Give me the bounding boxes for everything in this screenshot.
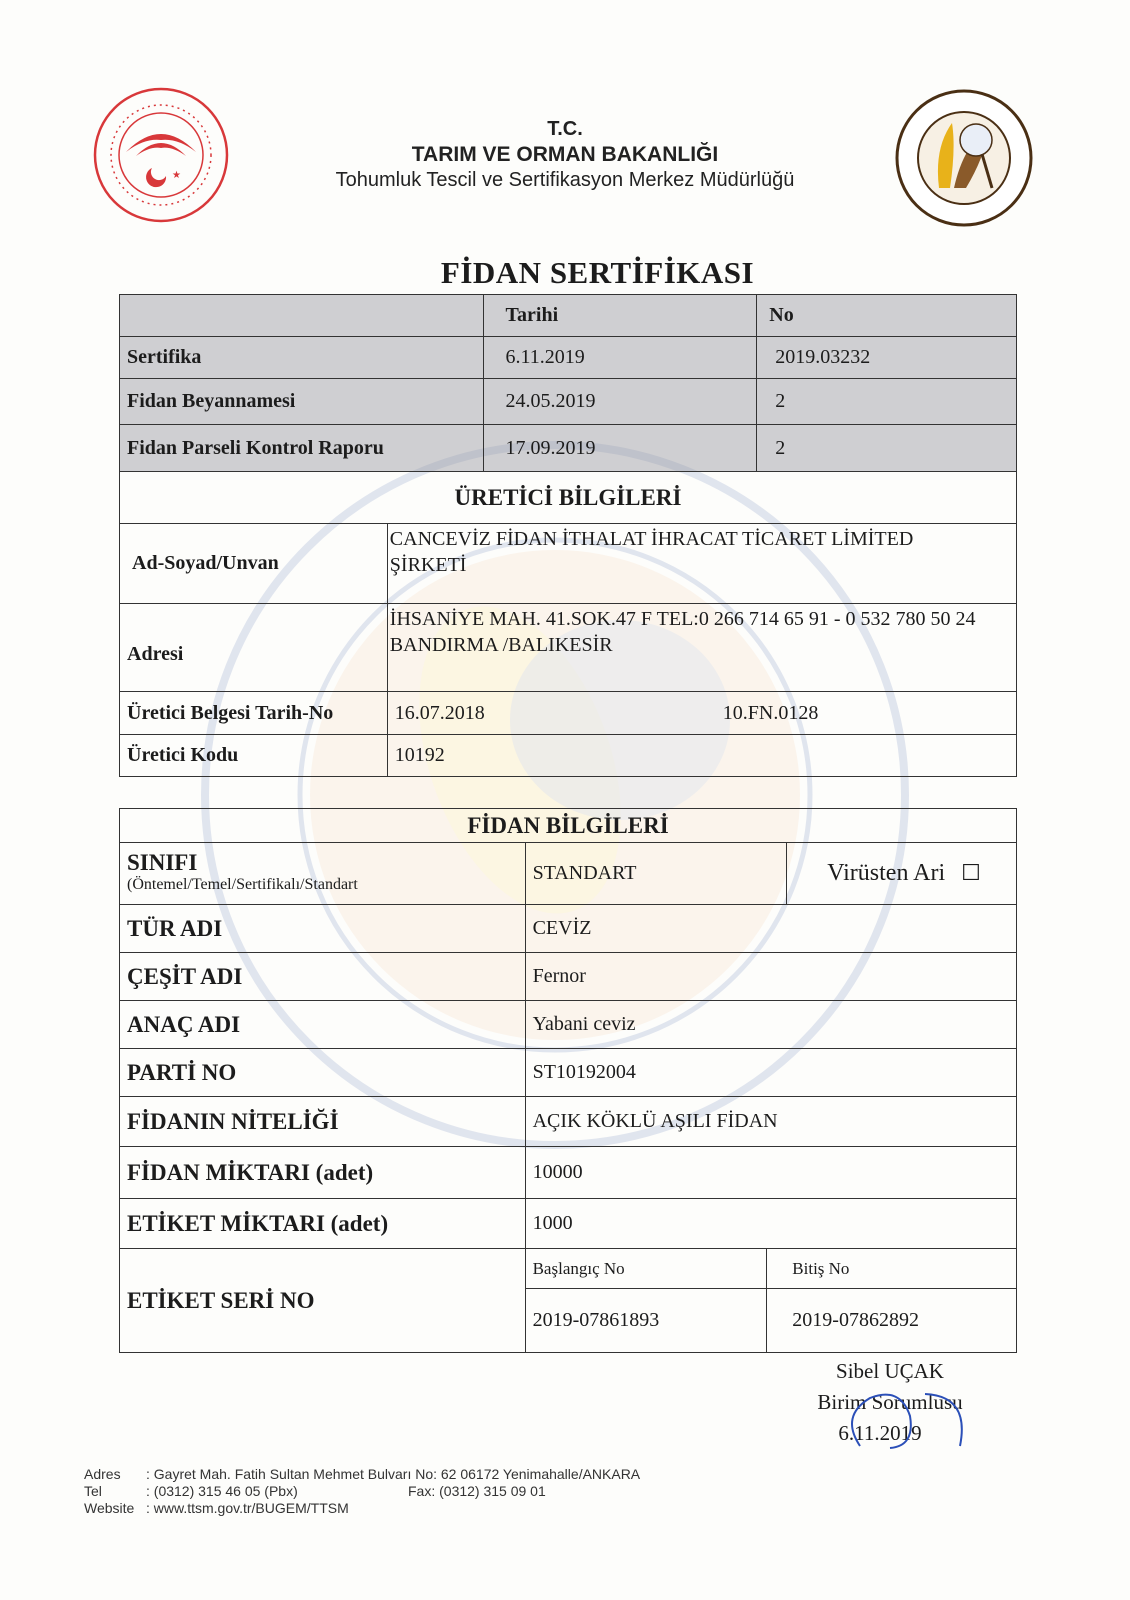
name-line2: ŞİRKETİ (389, 554, 467, 576)
virus-free-label: Virüsten Ari (827, 860, 946, 886)
producer-table (119, 523, 1017, 777)
col-no-header: No (757, 295, 1017, 337)
serial-end: 2019-07862892 (767, 1289, 1017, 1353)
certificate-label: Üretici Belgesi Tarih-No (120, 692, 388, 735)
serial-label: ETİKET SERİ NO (120, 1249, 526, 1353)
row-date: 17.09.2019 (483, 425, 757, 472)
col-date-header: Tarihi (483, 295, 757, 337)
serial-end-label: Bitiş No (767, 1249, 1017, 1289)
table-row (120, 1199, 1017, 1249)
lot-value: ST10192004 (525, 1049, 1016, 1097)
header-blank (120, 295, 484, 337)
qty-label: FİDAN MİKTARI (adet) (120, 1147, 526, 1199)
quality-value: AÇIK KÖKLÜ AŞILI FİDAN (525, 1097, 1016, 1147)
certificate-no: 10.FN.0128 (722, 701, 819, 724)
qty-value: 10000 (525, 1147, 1016, 1199)
table-row (120, 905, 1017, 953)
row-label: Fidan Beyannamesi (120, 379, 484, 425)
signature-date: 6.11.2019 (838, 1421, 922, 1445)
row-label: Sertifika (120, 337, 484, 379)
variety-value: Fernor (525, 953, 1016, 1001)
row-date: 6.11.2019 (483, 337, 757, 379)
signer-name: Sibel UÇAK (836, 1359, 944, 1383)
row-no: 2019.03232 (757, 337, 1017, 379)
ttsm-seal-icon (894, 88, 1034, 228)
footer-website[interactable]: : www.ttsm.gov.tr/BUGEM/TTSM (146, 1500, 349, 1516)
signature-scribble-icon (830, 1386, 980, 1456)
serial-start: 2019-07861893 (525, 1289, 767, 1353)
row-label: Fidan Parseli Kontrol Raporu (120, 425, 484, 472)
footer (84, 1466, 640, 1517)
code-label: Üretici Kodu (120, 735, 388, 777)
address-label: Adresi (120, 604, 388, 692)
svg-text:★: ★ (172, 170, 181, 181)
header-directorate: Tohumluk Tescil ve Sertifikasyon Merkez Müdürlüğü (335, 169, 795, 191)
sapling-heading: FİDAN BİLGİLERİ (120, 809, 1017, 843)
signature-block (790, 1356, 990, 1449)
footer-fax: Fax: (0312) 315 09 01 (408, 1483, 546, 1499)
footer-address: : Gayret Mah. Fatih Sultan Mehmet Bulvarı No: 62 06172 Yenimahalle/ANKARA (146, 1466, 641, 1482)
table-row (120, 1049, 1017, 1097)
producer-code: 10192 (387, 735, 1016, 777)
lot-label: PARTİ NO (120, 1049, 526, 1097)
class-sub: (Öntemel/Temel/Sertifikalı/Standart (127, 875, 358, 893)
rootstock-label: ANAÇ ADI (120, 1001, 526, 1049)
class-label: SINIFI (127, 849, 198, 875)
table-row (120, 379, 1017, 425)
signer-role: Birim Sorumlusu (817, 1390, 963, 1414)
serial-start-label: Başlangıç No (525, 1249, 767, 1289)
footer-tel: : (0312) 315 46 05 (Pbx) (146, 1483, 298, 1499)
header-ministry: TARIM VE ORMAN BAKANLIĞI (411, 143, 719, 166)
producer-heading: ÜRETİCİ BİLGİLERİ (120, 472, 1017, 524)
table-row (120, 1147, 1017, 1199)
table-row (120, 1001, 1017, 1049)
table-row (120, 425, 1017, 472)
rootstock-value: Yabani ceviz (525, 1001, 1016, 1049)
label-qty-value: 1000 (525, 1199, 1016, 1249)
document-title: FİDAN SERTİFİKASI (440, 255, 755, 290)
quality-label: FİDANIN NİTELİĞİ (120, 1097, 526, 1147)
species-value: CEVİZ (525, 905, 1016, 953)
species-label: TÜR ADI (120, 905, 526, 953)
row-no: 2 (757, 379, 1017, 425)
certificate-table (119, 294, 1017, 524)
virus-free-checkbox[interactable]: ☐ (961, 860, 981, 885)
footer-tel-key: Tel (84, 1483, 102, 1499)
certificate-date: 16.07.2018 (394, 701, 485, 724)
footer-web-key: Website (84, 1500, 135, 1516)
class-value: STANDART (525, 843, 787, 905)
table-row (120, 953, 1017, 1001)
row-date: 24.05.2019 (483, 379, 757, 425)
footer-address-key: Adres (84, 1466, 121, 1482)
variety-label: ÇEŞİT ADI (120, 953, 526, 1001)
header-tc: T.C. (547, 118, 583, 140)
virus-free-cell (787, 843, 1017, 905)
sapling-table (119, 808, 1017, 1353)
label-qty-label: ETİKET MİKTARI (adet) (120, 1199, 526, 1249)
name-line1: CANCEVİZ FİDAN İTHALAT İHRACAT TİCARET LİMİTED (389, 528, 914, 550)
table-row (120, 1097, 1017, 1147)
address-line2: BANDIRMA /BALIKESİR (389, 634, 613, 656)
header (290, 118, 840, 192)
name-label: Ad-Soyad/Unvan (120, 524, 388, 604)
row-no: 2 (757, 425, 1017, 472)
address-line1: İHSANİYE MAH. 41.SOK.47 F TEL:0 266 714 65 91 - 0 532 780 50 24 (389, 608, 976, 630)
table-row (120, 337, 1017, 379)
ministry-seal-icon (92, 86, 230, 224)
